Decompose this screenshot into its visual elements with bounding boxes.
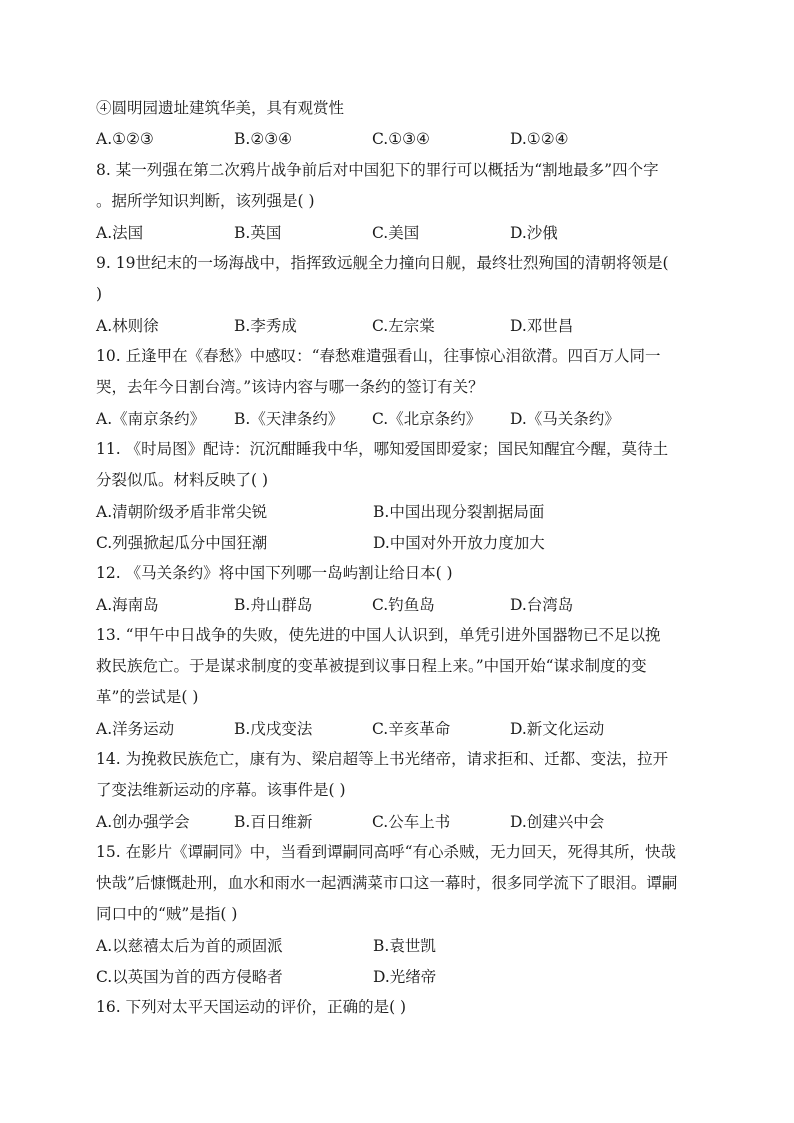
q14-option-c[interactable]: C.公车上书 bbox=[372, 812, 451, 831]
q8-option-b[interactable]: B.英国 bbox=[234, 223, 282, 242]
q11-option-d[interactable]: D.中国对外开放力度加大 bbox=[373, 533, 545, 552]
q14-option-a[interactable]: A.创办强学会 bbox=[96, 812, 190, 831]
q12-stem-line-1: 12. 《马关条约》将中国下列哪一岛屿割让给日本( ) bbox=[96, 563, 453, 582]
q7-option-a[interactable]: A.①②③ bbox=[96, 129, 154, 148]
q11-options-row-2 bbox=[96, 526, 706, 557]
q7-option-c[interactable]: C.①③④ bbox=[372, 129, 430, 148]
q15-stem-line-1: 15. 在影片《谭嗣同》中，当看到谭嗣同高呼“有心杀贼，无力回天，死得其所，快哉 bbox=[96, 842, 677, 861]
q14-option-b[interactable]: B.百日维新 bbox=[234, 812, 313, 831]
q10-stem-line-1: 10. 丘逢甲在《春愁》中感叹：“春愁难遣强看山，往事惊心泪欲潸。四百万人同一 bbox=[96, 346, 661, 365]
q13-stem-line-1: 13. “甲午中日战争的失败，使先进的中国人认识到，单凭引进外国器物已不足以挽 bbox=[96, 625, 661, 644]
q10-option-c[interactable]: C.《北京条约》 bbox=[372, 409, 482, 428]
q11-option-a[interactable]: A.清朝阶级矛盾非常尖锐 bbox=[96, 502, 268, 521]
q9-stem-line-1: 9. 19世纪末的一场海战中，指挥致远舰全力撞向日舰，最终壮烈殉国的清朝将领是( bbox=[96, 253, 669, 272]
q16-stem-line-1: 16. 下列对太平天国运动的评价，正确的是( ) bbox=[96, 997, 407, 1016]
q12-option-d[interactable]: D.台湾岛 bbox=[510, 595, 574, 614]
q15-stem-line-3: 同口中的“贼”是指( ) bbox=[96, 904, 238, 923]
q14-options bbox=[96, 805, 706, 836]
q11-option-c[interactable]: C.列强掀起瓜分中国狂潮 bbox=[96, 533, 268, 552]
q10-option-a[interactable]: A.《南京条约》 bbox=[96, 409, 206, 428]
q9-option-a[interactable]: A.林则徐 bbox=[96, 316, 159, 335]
q10-option-b[interactable]: B.《天津条约》 bbox=[234, 409, 344, 428]
q10-options bbox=[96, 402, 706, 433]
q13-option-d[interactable]: D.新文化运动 bbox=[510, 719, 605, 738]
q9-option-c[interactable]: C.左宗棠 bbox=[372, 316, 435, 335]
q15-option-c[interactable]: C.以英国为首的西方侵略者 bbox=[96, 967, 283, 986]
q11-options-row-1 bbox=[96, 495, 706, 526]
q13-option-c[interactable]: C.辛亥革命 bbox=[372, 719, 451, 738]
q8-stem-line-1: 8. 某一列强在第二次鸦片战争前后对中国犯下的罪行可以概括为“割地最多”四个字 bbox=[96, 160, 659, 179]
question-list bbox=[96, 92, 706, 1022]
q11-stem-line-1: 11. 《时局图》配诗：沉沉酣睡我中华，哪知爱国即爱家；国民知醒宜今醒，莫待土 bbox=[96, 439, 669, 458]
q14-stem-line-1: 14. 为挽救民族危亡，康有为、梁启超等上书光绪帝，请求拒和、迁都、变法，拉开 bbox=[96, 749, 669, 768]
q9-stem-line-2: ) bbox=[96, 284, 103, 303]
q7-statement-4: ④圆明园遗址建筑华美，具有观赏性 bbox=[96, 98, 345, 117]
q11-option-b[interactable]: B.中国出现分裂割据局面 bbox=[373, 502, 545, 521]
q10-stem-line-2: 哭，去年今日割台湾。”该诗内容与哪一条约的签订有关？ bbox=[96, 377, 484, 396]
q15-option-a[interactable]: A.以慈禧太后为首的顽固派 bbox=[96, 936, 283, 955]
q13-stem-line-3: 革”的尝试是( ) bbox=[96, 687, 199, 706]
q15-options-row-1 bbox=[96, 929, 706, 960]
q9-option-b[interactable]: B.李秀成 bbox=[234, 316, 297, 335]
q9-option-d[interactable]: D.邓世昌 bbox=[510, 316, 574, 335]
q15-option-d[interactable]: D.光绪帝 bbox=[373, 967, 437, 986]
q8-option-c[interactable]: C.美国 bbox=[372, 223, 420, 242]
q13-options bbox=[96, 712, 706, 743]
q7-option-d[interactable]: D.①②④ bbox=[510, 129, 569, 148]
q12-option-c[interactable]: C.钓鱼岛 bbox=[372, 595, 435, 614]
q8-option-d[interactable]: D.沙俄 bbox=[510, 223, 558, 242]
q8-option-a[interactable]: A.法国 bbox=[96, 223, 144, 242]
q14-option-d[interactable]: D.创建兴中会 bbox=[510, 812, 605, 831]
q11-stem-line-2: 分裂似瓜。材料反映了( ) bbox=[96, 470, 269, 489]
q13-option-b[interactable]: B.戊戌变法 bbox=[234, 719, 313, 738]
q12-options bbox=[96, 588, 706, 619]
q10-option-d[interactable]: D.《马关条约》 bbox=[510, 409, 620, 428]
q13-stem-line-2: 救民族危亡。于是谋求制度的变革被提到议事日程上来。”中国开始“谋求制度的变 bbox=[96, 656, 647, 675]
q15-stem-line-2: 快哉”后慷慨赴刑，血水和雨水一起洒满菜市口这一幕时，很多同学流下了眼泪。谭嗣 bbox=[96, 873, 678, 892]
q8-stem-line-2: 。据所学知识判断，该列强是( ) bbox=[96, 191, 315, 210]
q8-options bbox=[96, 216, 706, 247]
q7-option-b[interactable]: B.②③④ bbox=[234, 129, 293, 148]
q13-option-a[interactable]: A.洋务运动 bbox=[96, 719, 175, 738]
q15-option-b[interactable]: B.袁世凯 bbox=[373, 936, 436, 955]
q15-options-row-2 bbox=[96, 960, 706, 991]
q12-option-b[interactable]: B.舟山群岛 bbox=[234, 595, 313, 614]
q12-option-a[interactable]: A.海南岛 bbox=[96, 595, 159, 614]
q14-stem-line-2: 了变法维新运动的序幕。该事件是( ) bbox=[96, 780, 346, 799]
q7-options bbox=[96, 123, 706, 154]
q9-options bbox=[96, 309, 706, 340]
